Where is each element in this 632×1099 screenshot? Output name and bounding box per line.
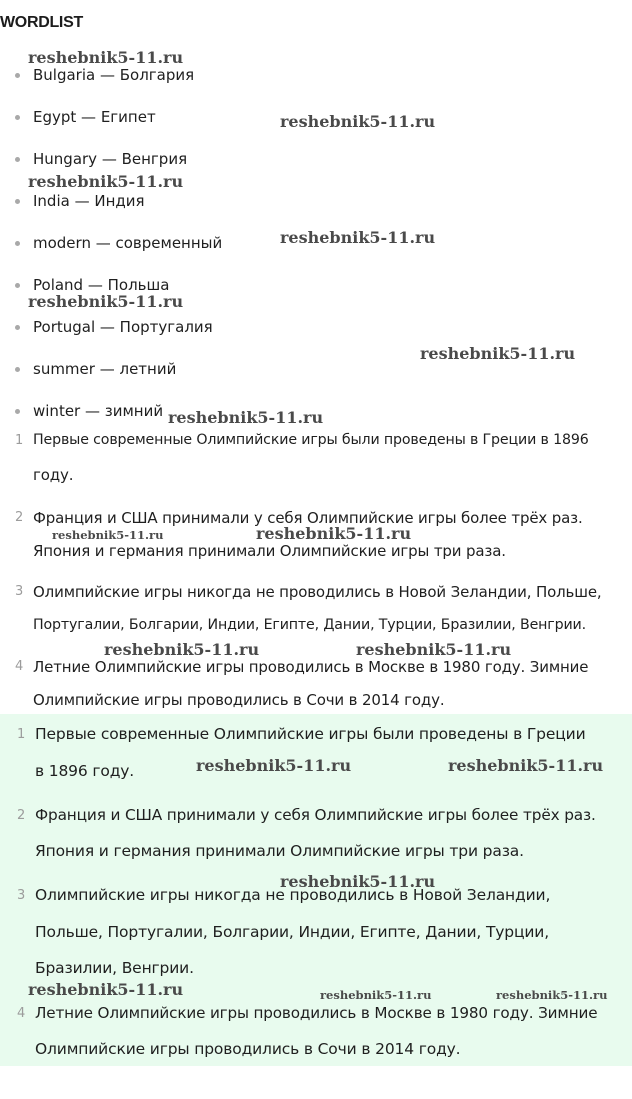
bullet-icon bbox=[15, 283, 20, 288]
bullet-icon bbox=[15, 157, 20, 162]
list-number: 4 bbox=[17, 1006, 26, 1021]
list-number: 1 bbox=[17, 727, 26, 742]
bullet-icon bbox=[15, 115, 20, 120]
bullet-icon bbox=[15, 241, 20, 246]
watermark-text: reshebnik5-11.ru bbox=[320, 988, 432, 1002]
watermark-text: reshebnik5-11.ru bbox=[168, 408, 324, 427]
watermark-text: reshebnik5-11.ru bbox=[196, 756, 352, 775]
watermark-text: reshebnik5-11.ru bbox=[52, 528, 164, 542]
list-line: Португалии, Болгарии, Индии, Египте, Дании, Турции, Бразилии, Венгрии. bbox=[33, 617, 586, 633]
list-line: Бразилии, Венгрии. bbox=[35, 959, 194, 977]
list-line: Олимпийские игры никогда не проводились в Новой Зеландии, bbox=[35, 886, 551, 904]
list-number: 3 bbox=[17, 888, 26, 903]
word-item: Egypt — Египет bbox=[33, 108, 156, 126]
wordlist-heading: WORDLIST bbox=[0, 14, 83, 31]
list-line: Летние Олимпийские игры проводились в Москве в 1980 году. Зимние bbox=[33, 658, 589, 676]
list-number: 1 bbox=[15, 433, 24, 448]
list-line: Олимпийские игры никогда не проводились в Новой Зеландии, Польше, bbox=[33, 583, 602, 601]
word-item: Hungary — Венгрия bbox=[33, 150, 188, 168]
word-item: modern — современный bbox=[33, 234, 223, 252]
watermark-text: reshebnik5-11.ru bbox=[256, 524, 412, 543]
watermark-text: reshebnik5-11.ru bbox=[280, 112, 436, 131]
word-item: Poland — Польша bbox=[33, 276, 170, 294]
bullet-icon bbox=[15, 409, 20, 414]
watermark-text: reshebnik5-11.ru bbox=[28, 172, 184, 191]
bullet-icon bbox=[15, 73, 20, 78]
word-item: summer — летний bbox=[33, 360, 177, 378]
list-line: Польше, Португалии, Болгарии, Индии, Египте, Дании, Турции, bbox=[35, 923, 549, 941]
word-item: Portugal — Португалия bbox=[33, 318, 213, 336]
list-number: 3 bbox=[15, 584, 24, 599]
list-line: Франция и США принимали у себя Олимпийские игры более трёх раз. bbox=[35, 806, 596, 824]
bullet-icon bbox=[15, 325, 20, 330]
list-line: году. bbox=[33, 466, 74, 484]
word-item: winter — зимний bbox=[33, 402, 164, 420]
list-number: 2 bbox=[17, 808, 26, 823]
watermark-text: reshebnik5-11.ru bbox=[420, 344, 576, 363]
watermark-text: reshebnik5-11.ru bbox=[28, 48, 184, 67]
watermark-text: reshebnik5-11.ru bbox=[28, 292, 184, 311]
list-number: 2 bbox=[15, 510, 24, 525]
word-item: India — Индия bbox=[33, 192, 145, 210]
watermark-text: reshebnik5-11.ru bbox=[496, 988, 608, 1002]
list-line: Первые современные Олимпийские игры были проведены в Греции bbox=[35, 725, 586, 743]
bullet-icon bbox=[15, 367, 20, 372]
list-line: Япония и германия принимали Олимпийские игры три раза. bbox=[35, 842, 524, 860]
list-line: Олимпийские игры проводились в Сочи в 2014 году. bbox=[35, 1040, 461, 1058]
list-line: Япония и германия принимали Олимпийские игры три раза. bbox=[33, 542, 506, 560]
list-line: Олимпийские игры проводились в Сочи в 2014 году. bbox=[33, 691, 445, 709]
list-line: Франция и США принимали у себя Олимпийские игры более трёх раз. bbox=[33, 509, 583, 527]
watermark-text: reshebnik5-11.ru bbox=[280, 872, 436, 891]
list-line: Первые современные Олимпийские игры были проведены в Греции в 1896 bbox=[33, 432, 589, 448]
watermark-text: reshebnik5-11.ru bbox=[356, 640, 512, 659]
bullet-icon bbox=[15, 199, 20, 204]
watermark-text: reshebnik5-11.ru bbox=[104, 640, 260, 659]
watermark-text: reshebnik5-11.ru bbox=[448, 756, 604, 775]
list-line: в 1896 году. bbox=[35, 762, 135, 780]
word-item: Bulgaria — Болгария bbox=[33, 66, 195, 84]
list-line: Летние Олимпийские игры проводились в Москве в 1980 году. Зимние bbox=[35, 1004, 598, 1022]
watermark-text: reshebnik5-11.ru bbox=[280, 228, 436, 247]
watermark-text: reshebnik5-11.ru bbox=[28, 980, 184, 999]
list-number: 4 bbox=[15, 659, 24, 674]
